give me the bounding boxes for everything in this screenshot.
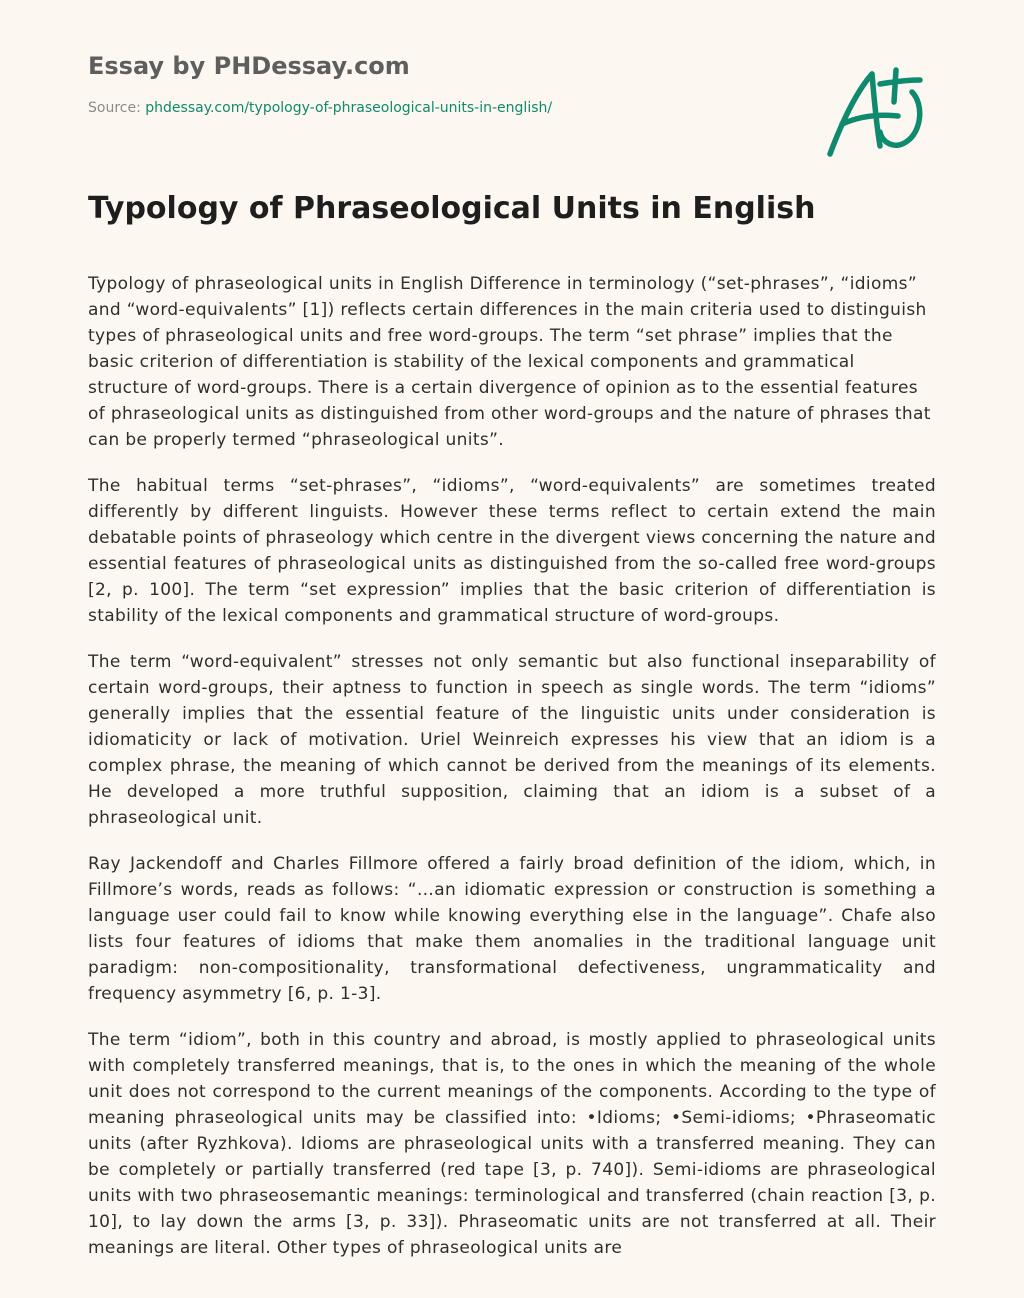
source-line [88,98,788,118]
article-paragraph: Ray Jackendoff and Charles Fillmore offered a fairly broad definition of the idiom, which, in Fillmore’s words, reads as follows: “…an idiomatic expression or construction is something a language user could fail to know while knowing everything else in the language”. Chafe also lists four features of idioms that make them anomalies in the traditional language unit paradigm: non-compositionality, transformational defectiveness, ungrammaticality and frequency asymmetry [6, p. 1-3]. [88,854,936,1004]
a-plus-grade-icon [820,62,930,162]
article-title: Typology of Phraseological Units in English [88,191,816,226]
source-label: Source: [88,100,146,116]
article-body [88,271,936,1281]
page-header [88,48,788,118]
article-paragraph: The term “idiom”, both in this country and abroad, is mostly applied to phraseological units with completely transferred meanings, that is, to the ones in which the meaning of the whole unit does not correspond to the current meanings of the components. According to the type of meaning phraseological units may be classified into: •Idioms; •Semi-idioms; •Phraseomatic units (after Ryzhkova). Idioms are phraseological units with a transferred meaning. They can be completely or partially transferred (red tape [3, p. 740]). Semi-idioms are phraseological units with two phraseosemantic meanings: terminological and transferred (chain reaction [3, p. 10], to lay down the arms [3, p. 33]). Phraseomatic units are not transferred at all. Their meanings are literal. Other types of phraseological units are [88,1030,936,1258]
article-paragraph: The habitual terms “set-phrases”, “idioms”, “word-equivalents” are sometimes treated differently by different linguists. However these terms reflect to certain extend the main debatable points of phraseology which centre in the divergent views concerning the nature and essential features of phraseological units as distinguished from the so-called free word-groups [2, p. 100]. The term “set expression” implies that the basic criterion of differentiation is stability of the lexical components and grammatical structure of word-groups. [88,476,936,626]
source-link[interactable]: phdessay.com/typology-of-phraseological-units-in-english/ [145,100,553,116]
article-paragraph: The term “word-equivalent” stresses not only semantic but also functional inseparability of certain word-groups, their aptness to function in speech as single words. The term “idioms” generally implies that the essential feature of the linguistic units under consideration is idiomaticity or lack of motivation. Uriel Weinreich expresses his view that an idiom is a complex phrase, the meaning of which cannot be derived from the meanings of its elements. He developed a more truthful supposition, claiming that an idiom is a subset of a phraseological unit. [88,652,936,828]
site-brand[interactable]: Essay by PHDessay.com [88,52,410,80]
article-paragraph: Typology of phraseological units in English Difference in terminology (“set-phrases”, “idioms” and “word-equivalents” [1]) reflects certain differences in the main criteria used to distinguish types of phraseological units and free word-groups. The term “set phrase” implies that the basic criterion of differentiation is stability of the lexical components and grammatical structure of word-groups. There is a certain divergence of opinion as to the essential features of phraseological units as distinguished from other word-groups and the nature of phrases that can be properly termed “phraseological units”. [88,274,931,450]
